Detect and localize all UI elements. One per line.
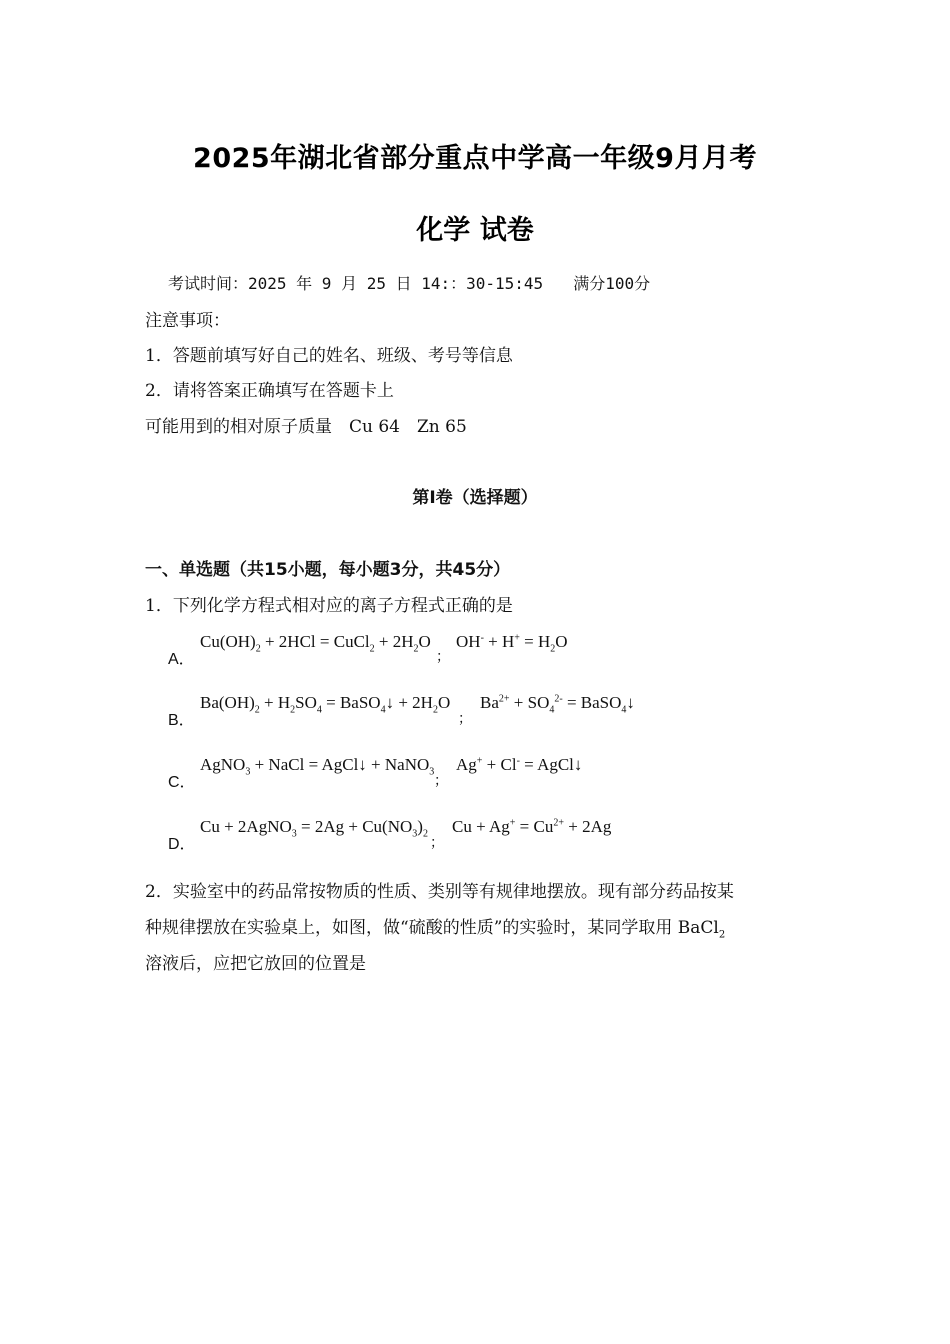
question-2-line-3: 溶液后，应把它放回的位置是 [145,954,366,974]
question-1-stem: 1．下列化学方程式相对应的离子方程式正确的是 [145,596,513,616]
notice-item-2: 2．请将答案正确填写在答题卡上 [145,381,394,401]
option-a-equation: $Cu(OH)_2 + 2HCl$ = CuCl$_2$ + $2H_2O$ [200,632,431,655]
option-a-separator: ； [436,649,450,665]
notice-heading: 注意事项： [145,311,230,331]
option-a-ionic-equation: $OH^- + H^+ = H_2O$ [456,632,568,655]
option-b-equation: $Ba(OH)_2 + H_2SO_4$ = BaSO$_4$↓ + $2H_2O$ [200,693,451,716]
option-b-label: B． [168,712,195,729]
option-d-label: D． [168,836,196,853]
notice-item-1: 1．答题前填写好自己的姓名、班级、考号等信息 [145,346,513,366]
option-d-equation: Cu + 2AgNO$_3$ = $2Ag + Cu(NO_3)_2$ [200,817,428,840]
exam-subtitle: 化学 试卷 [416,215,534,246]
bacl2-subscript: 2 [718,929,726,941]
option-c-ionic-equation: Ag+ + Cl- = AgCl↓ [456,755,583,774]
question-2-line-2 [145,916,725,947]
option-a-label: A． [168,651,195,668]
option-c-separator: ； [434,773,448,789]
exam-time-line [168,272,650,296]
option-c-equation: AgNO$_3$ + NaCl = AgCl↓ + NaNO$_3$ [200,755,435,778]
option-c-label: C． [168,774,196,791]
option-b-separator: ； [458,711,472,727]
exam-time: 考试时间：2025 年 9 月 25 日 14:：30-15:45 [168,274,544,293]
exam-title: 2025年湖北省部分重点中学高一年级9月月考 [193,143,757,174]
question-2-line-1: 2．实验室中的药品常按物质的性质、类别等有规律地摆放。现有部分药品按某 [145,882,734,902]
question-2-line-2-text: 种规律摆放在实验桌上，如图，做“硫酸的性质”的实验时，某同学取用 BaCl [145,918,719,938]
option-b-ionic-equation: $Ba^{2+} + SO_4^{2-}$ = BaSO$_4$↓ [480,693,635,716]
full-score: 满分100分 [573,274,651,293]
option-d-separator: ； [430,835,444,851]
volume-title: 第Ⅰ卷（选择题） [412,488,538,508]
option-d-ionic-equation: $Cu + Ag^+ = Cu^{2+} + 2Ag$ [452,817,612,836]
part-title: 一、单选题（共15小题，每小题3分，共45分） [145,560,511,580]
atomic-mass-line: 可能用到的相对原子质量 Cu 64 Zn 65 [145,417,467,437]
